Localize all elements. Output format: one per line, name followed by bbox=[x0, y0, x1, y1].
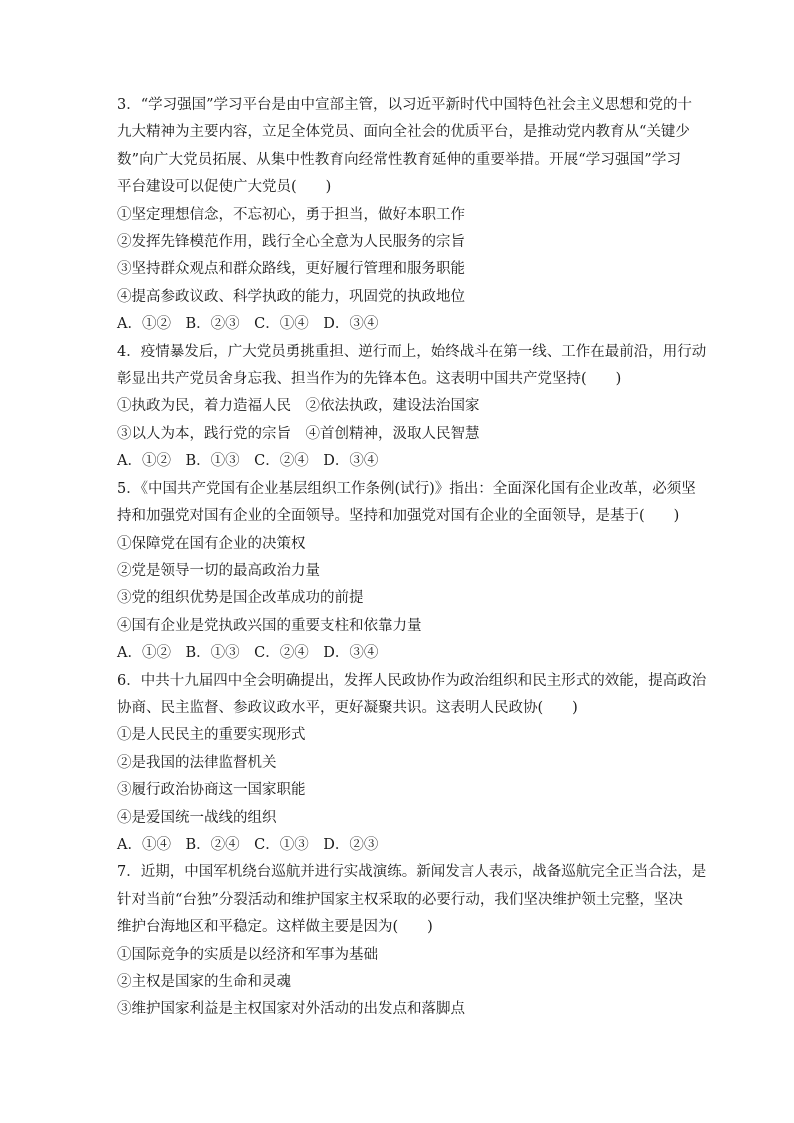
stem-line: 4．疫情暴发后，广大党员勇挑重担、逆行而上，始终战斗在第一线、工作在最前沿，用行动 bbox=[117, 343, 707, 360]
option: ②党是领导一切的最高政治力量 bbox=[117, 562, 320, 579]
stem-line: 数”向广大党员拓展、从集中性教育向经常性教育延伸的重要举措。开展“学习强国”学习 bbox=[117, 151, 681, 168]
stem-line: 3．“学习强国”学习平台是由中宣部主管，以习近平新时代中国特色社会主义思想和党的十 bbox=[117, 97, 693, 113]
question-7 bbox=[117, 859, 707, 1023]
stem-line: 5．《中国共产党国有企业基层组织工作条例(试行)》指出：全面深化国有企业改革，必须坚 bbox=[117, 480, 696, 497]
option: ①执政为民，着力造福人民 ②依法执政，建设法治国家 bbox=[117, 398, 480, 415]
exam-page bbox=[117, 92, 707, 1024]
stem-line: 6．中共十九届四中全会明确提出，发挥人民政协作为政治组织和民主形式的效能，提高政治 bbox=[117, 672, 707, 689]
option: ③坚持群众观点和群众路线，更好履行管理和服务职能 bbox=[117, 261, 465, 278]
option: ①保障党在国有企业的决策权 bbox=[117, 535, 306, 552]
option: ②是我国的法律监督机关 bbox=[117, 754, 277, 771]
question-6 bbox=[117, 668, 707, 860]
answer-choices: A．①② B．②③ C．①④ D．③④ bbox=[117, 316, 379, 333]
answer-choices: A．①② B．①③ C．②④ D．③④ bbox=[117, 453, 379, 470]
question-stem bbox=[117, 92, 693, 202]
option: ③党的组织优势是国企改革成功的前提 bbox=[117, 590, 364, 607]
answer-choices: A．①④ B．②④ C．①③ D．②③ bbox=[117, 836, 379, 853]
answer-choices: A．①② B．①③ C．②④ D．③④ bbox=[117, 645, 379, 662]
option: ③履行政治协商这一国家职能 bbox=[117, 782, 306, 799]
option: ④提高参政议政、科学执政的能力，巩固党的执政地位 bbox=[117, 288, 465, 305]
question-stem bbox=[117, 476, 696, 531]
question-5 bbox=[117, 476, 696, 668]
stem-line: 7．近期，中国军机绕台巡航并进行实战演练。新闻发言人表示，战备巡航完全正当合法，是 bbox=[117, 864, 707, 881]
stem-line: 针对当前“台独”分裂活动和维护国家主权采取的必要行动，我们坚决维护领土完整，坚决 bbox=[117, 891, 683, 908]
question-4 bbox=[117, 339, 707, 476]
option: ③以人为本，践行党的宗旨 ④首创精神，汲取人民智慧 bbox=[117, 425, 480, 442]
option: ①坚定理想信念，不忘初心，勇于担当，做好本职工作 bbox=[117, 206, 465, 223]
option: ①是人民民主的重要实现形式 bbox=[117, 727, 306, 744]
question-stem bbox=[117, 859, 707, 941]
stem-line: 持和加强党对国有企业的全面领导。坚持和加强党对国有企业的全面领导，是基于( ) bbox=[117, 508, 680, 525]
stem-line: 维护台海地区和平稳定。这样做主要是因为( ) bbox=[117, 919, 433, 936]
question-stem bbox=[117, 668, 707, 723]
stem-line: 平台建设可以促使广大党员( ) bbox=[117, 179, 332, 196]
option: ②发挥先锋模范作用，践行全心全意为人民服务的宗旨 bbox=[117, 234, 465, 251]
question-stem bbox=[117, 339, 707, 394]
option: ④国有企业是党执政兴国的重要支柱和依靠力量 bbox=[117, 617, 422, 634]
stem-line: 协商、民主监督、参政议政水平，更好凝聚共识。这表明人民政协( ) bbox=[117, 699, 578, 716]
option: ④是爱国统一战线的组织 bbox=[117, 809, 277, 826]
stem-line: 彰显出共产党员舍身忘我、担当作为的先锋本色。这表明中国共产党坚持( ) bbox=[117, 371, 622, 388]
option: ③维护国家利益是主权国家对外活动的出发点和落脚点 bbox=[117, 1001, 465, 1018]
stem-line: 九大精神为主要内容，立足全体党员、面向全社会的优质平台，是推动党内教育从“关键少 bbox=[117, 124, 690, 141]
question-3 bbox=[117, 92, 693, 339]
option: ①国际竞争的实质是以经济和军事为基础 bbox=[117, 946, 378, 963]
option: ②主权是国家的生命和灵魂 bbox=[117, 974, 291, 990]
